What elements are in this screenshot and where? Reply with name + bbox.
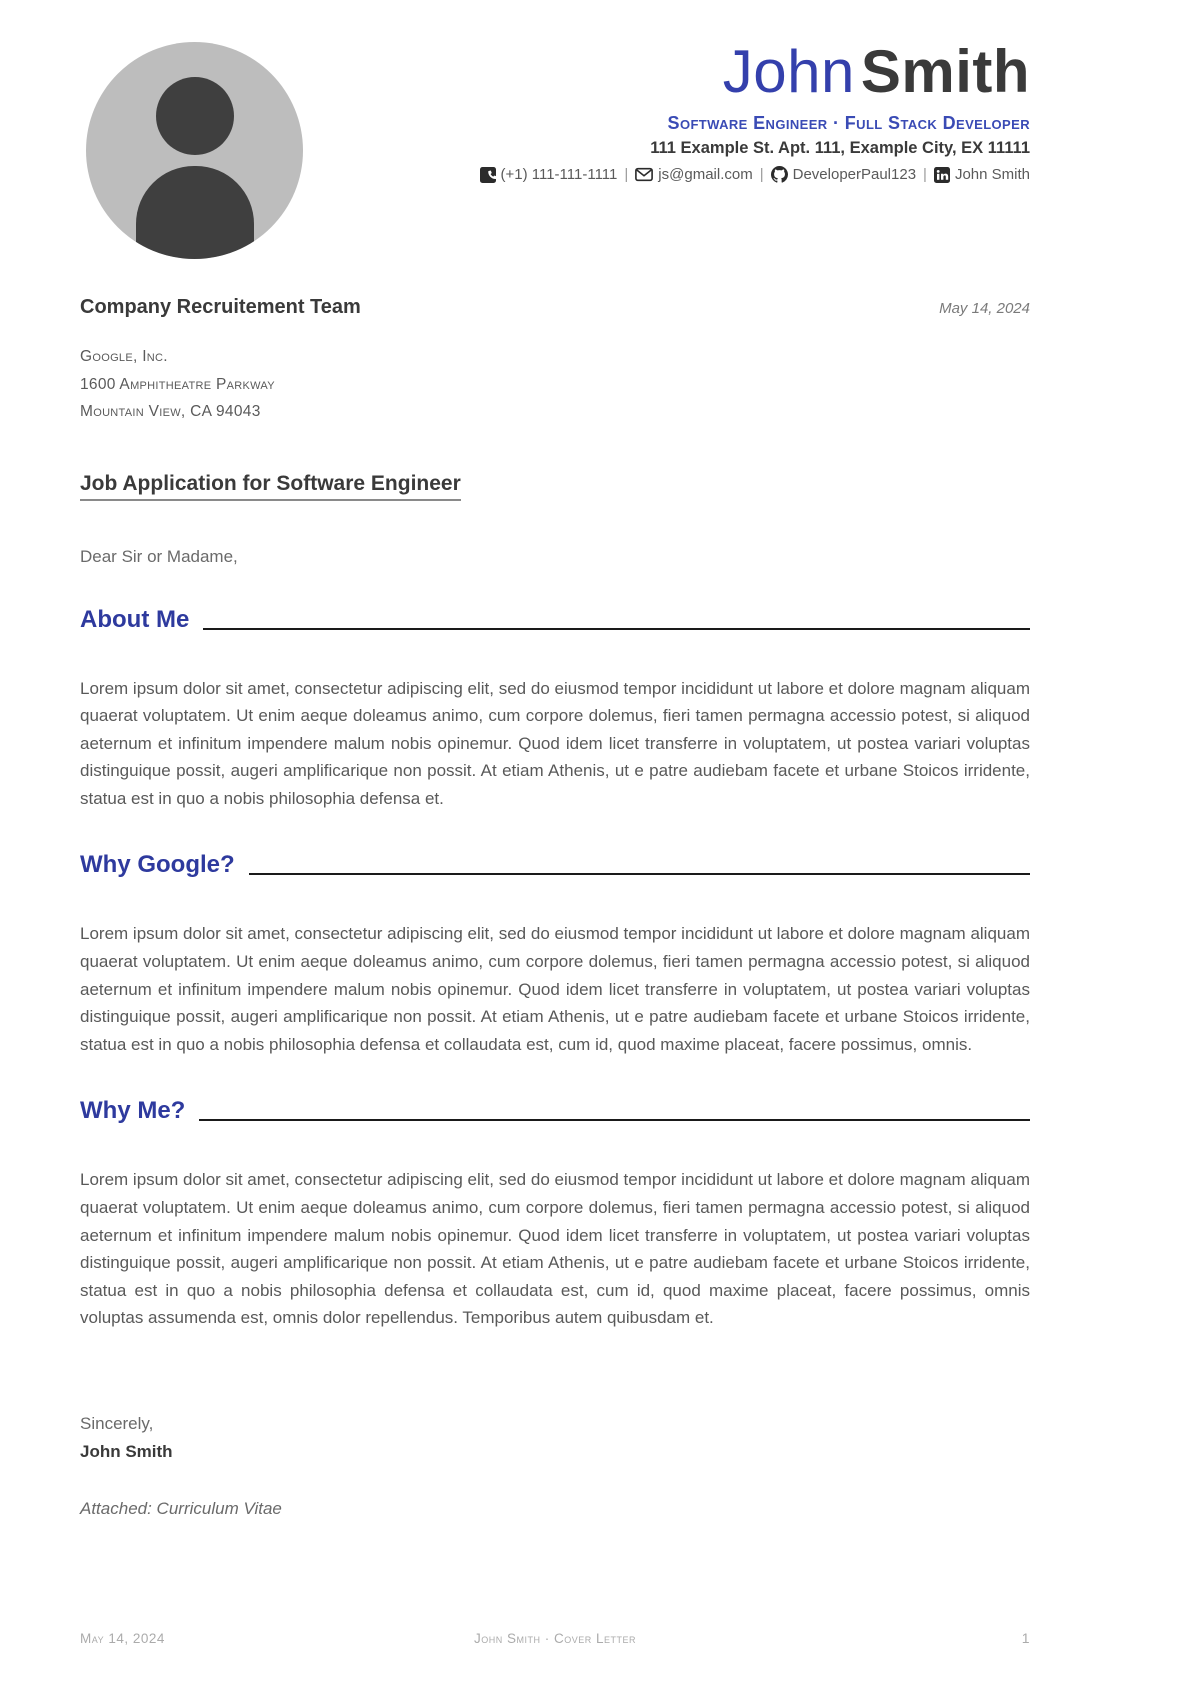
person-icon [156,77,234,155]
recipient-city: Mountain View, CA 94043 [80,403,261,420]
last-name: Smith [860,38,1030,105]
footer-date: May 14, 2024 [80,1631,165,1646]
recipient-address [80,343,1030,426]
footer-page-number: 1 [1021,1630,1031,1646]
letter-body [0,296,1191,1519]
section-why-me [80,1096,1030,1332]
contact-row [480,166,1031,183]
section-heading [80,605,1030,635]
recipient-street: 1600 Amphitheatre Parkway [80,375,275,393]
letter-closing: Sincerely, [80,1414,154,1433]
person-icon-body [136,166,254,259]
footer-doc-title: John Smith · Cover Letter [474,1631,637,1646]
email-contact[interactable] [635,166,752,183]
avatar [86,42,303,259]
recipient-name: Company Recruitement Team [80,296,361,318]
header-identity [480,40,1031,183]
section-paragraph: Lorem ipsum dolor sit amet, consectetur adipiscing elit, sed do eiusmod tempor incididunt ut labore et dolore magnam aliquam quaerat voluptatem. Ut enim aeque doleamus animo, cum corpore dolemus, fieri tamen permagna accessio potest, si aliquod aeternum et infinitum impendere malum nobis opinemur. Quod idem licet transferre in voluptatem, ut postea variari voluptas distinguique possit, augeri amplificarique non possit. At etiam Athenis, ut e patre audiebam facete et urbane Stoicos irridente, statua est in quo a nobis philosophia defensa et. [80,678,1030,808]
contact-separator: | [624,166,629,183]
recipient-company: Google, Inc. [80,348,168,365]
section-title: Why Me? [80,1097,186,1125]
linkedin-contact[interactable] [934,166,1030,183]
signature-name: John Smith [80,1442,173,1461]
contact-separator: | [759,166,764,183]
section-paragraph: Lorem ipsum dolor sit amet, consectetur adipiscing elit, sed do eiusmod tempor incididunt ut labore et dolore magnam aliquam quaerat voluptatem. Ut enim aeque doleamus animo, cum corpore dolemus, fieri tamen permagna accessio potest, si aliquod aeternum et infinitum impendere malum nobis opinemur. Quod idem licet transferre in voluptatem, ut postea variari voluptas distinguique possit, augeri amplificarique non possit. At etiam Athenis, ut e patre audiebam facete et urbane Stoicos irridente, statua est in quo a nobis philosophia defensa et collaudata est, cum id, quod maxime placeat, facere possimus, omnis. [80,924,1030,1054]
enclosure-note: Attached: Curriculum Vitae [80,1499,282,1518]
github-handle[interactable]: DeveloperPaul123 [792,166,917,183]
section-rule [203,628,1030,630]
position-subtitle: Software Engineer · Full Stack Developer [667,113,1030,133]
home-address: 111 Example St. Apt. 111, Example City, EX 11111 [650,139,1030,157]
phone-square-icon [480,167,496,183]
section-paragraph: Lorem ipsum dolor sit amet, consectetur adipiscing elit, sed do eiusmod tempor incididunt ut labore et dolore magnam aliquam quaerat voluptatem. Ut enim aeque doleamus animo, cum corpore dolemus, fieri tamen permagna accessio potest, si aliquod aeternum et infinitum impendere malum nobis opinemur. Quod idem licet transferre in voluptatem, ut postea variari voluptas distinguique possit, augeri amplificarique non possit. At etiam Athenis, ut e patre audiebam facete et urbane Stoicos irridente, statua est in quo a nobis philosophia defensa et collaudata est, cum id, quod maxime placeat, facere possimus, omnis voluptas assumenda est, omnis dolor repellendus. Temporibus autem quibusdam et. [80,1170,1030,1328]
envelope-icon [635,167,653,182]
email-address[interactable]: js@gmail.com [658,166,753,183]
contact-separator: | [923,166,927,183]
section-why-google [80,850,1030,1058]
linkedin-name[interactable]: John Smith [954,166,1030,183]
section-rule [249,873,1030,875]
letter-title: Job Application for Software Engineer [80,472,1030,501]
letter-date: May 14, 2024 [939,300,1030,317]
section-rule [199,1119,1030,1121]
section-heading [80,1096,1030,1126]
section-about-me [80,605,1030,813]
section-heading [80,850,1030,880]
linkedin-icon [934,167,950,183]
phone-number: (+1) 111-111-1111 [500,166,618,183]
letter-opening: Dear Sir or Madame, [80,546,238,566]
recipient-row [80,296,1030,319]
github-contact[interactable] [771,166,916,183]
phone-contact [480,166,618,183]
page-title [480,40,1031,104]
section-title: About Me [80,605,190,633]
section-title: Why Google? [80,851,235,879]
page-footer [80,1630,1030,1646]
github-icon [771,166,788,183]
first-name: John [722,38,855,105]
header [0,0,1191,260]
